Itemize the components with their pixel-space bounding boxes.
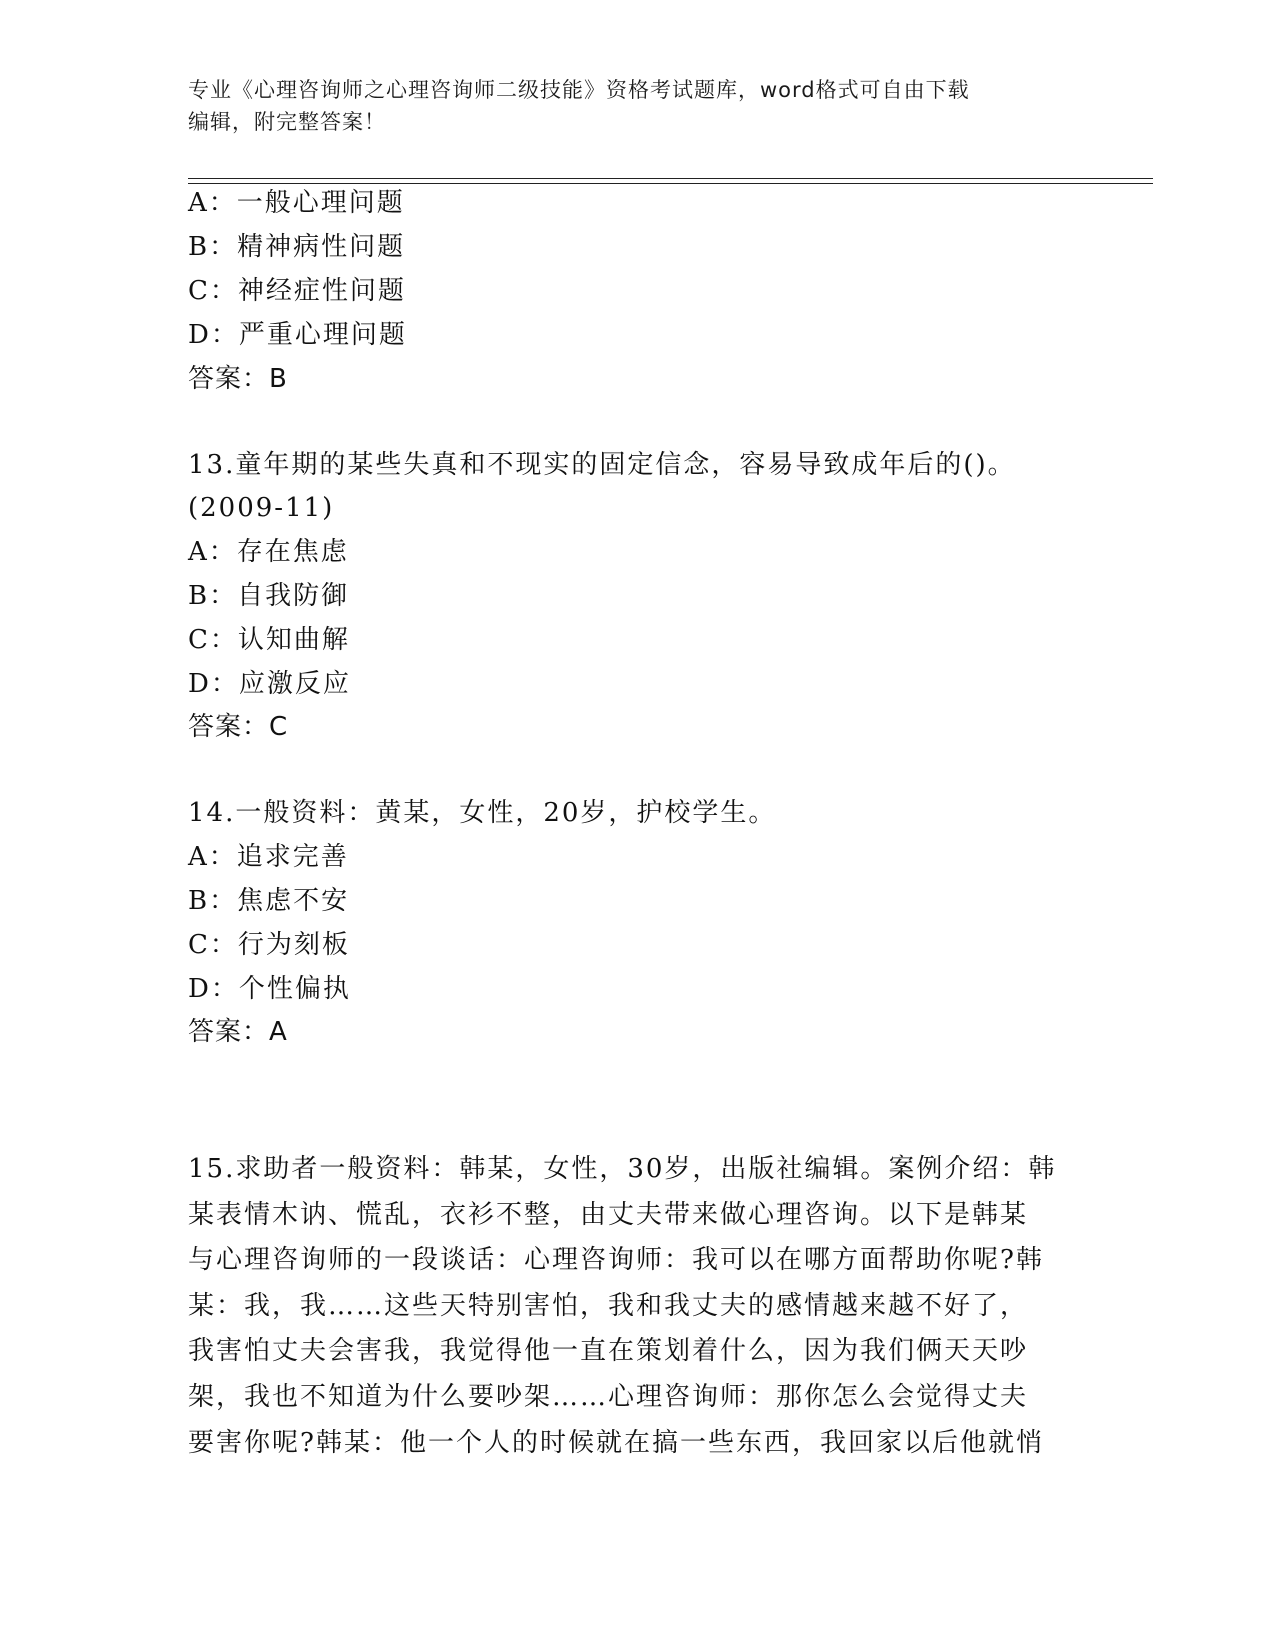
q15-line: 架，我也不知道为什么要吵架……心理咨询师：那你怎么会觉得丈夫 xyxy=(188,1381,1029,1412)
q15-stem xyxy=(188,1147,1088,1466)
q13-answer: 答案：C xyxy=(188,712,289,742)
q14-option-b: B：焦虑不安 xyxy=(188,886,350,916)
q13-stem-date: (2009-11) xyxy=(188,493,335,523)
q14-stem: 14.一般资料：黄某，女性，20岁，护校学生。 xyxy=(188,798,777,828)
q14-option-c: C：行为刻板 xyxy=(188,930,350,960)
q15-line: 要害你呢?韩某：他一个人的时候就在搞一些东西，我回家以后他就悄 xyxy=(188,1427,1044,1458)
header-line-1: 专业《心理咨询师之心理咨询师二级技能》资格考试题库，word格式可自由下载 xyxy=(188,78,970,102)
q15-line: 我害怕丈夫会害我，我觉得他一直在策划着什么，因为我们俩天天吵 xyxy=(188,1336,1029,1367)
q12-option-b: B：精神病性问题 xyxy=(188,232,406,262)
q13-option-d: D：应激反应 xyxy=(188,669,351,699)
q15-line: 与心理咨询师的一段谈话：心理咨询师：我可以在哪方面帮助你呢?韩 xyxy=(188,1245,1044,1276)
q13-stem: 13.童年期的某些失真和不现实的固定信念，容易导致成年后的()。 xyxy=(188,450,1016,480)
q14-option-a: A：追求完善 xyxy=(188,842,349,872)
header-divider-bottom xyxy=(188,183,1153,184)
q15-line: 某表情木讷、慌乱，衣衫不整，由丈夫带来做心理咨询。以下是韩某 xyxy=(188,1199,1029,1230)
q14-answer: 答案：A xyxy=(188,1017,288,1047)
q13-option-b: B：自我防御 xyxy=(188,581,350,611)
q12-option-d: D：严重心理问题 xyxy=(188,320,407,350)
q13-option-a: A：存在焦虑 xyxy=(188,537,349,567)
document-header xyxy=(188,74,1068,138)
q13-option-c: C：认知曲解 xyxy=(188,625,350,655)
q15-line: 15.求助者一般资料：韩某，女性，30岁，出版社编辑。案例介绍：韩 xyxy=(188,1154,1057,1184)
q12-answer: 答案：B xyxy=(188,364,288,394)
q15-line: 某：我，我……这些天特别害怕，我和我丈夫的感情越来越不好了， xyxy=(188,1290,1029,1321)
header-line-2: 编辑，附完整答案！ xyxy=(188,110,386,134)
header-divider-top xyxy=(188,178,1153,179)
q12-option-c: C：神经症性问题 xyxy=(188,276,406,306)
q14-option-d: D：个性偏执 xyxy=(188,974,351,1004)
document-page xyxy=(188,0,1148,1650)
q12-option-a: A：一般心理问题 xyxy=(188,188,405,218)
